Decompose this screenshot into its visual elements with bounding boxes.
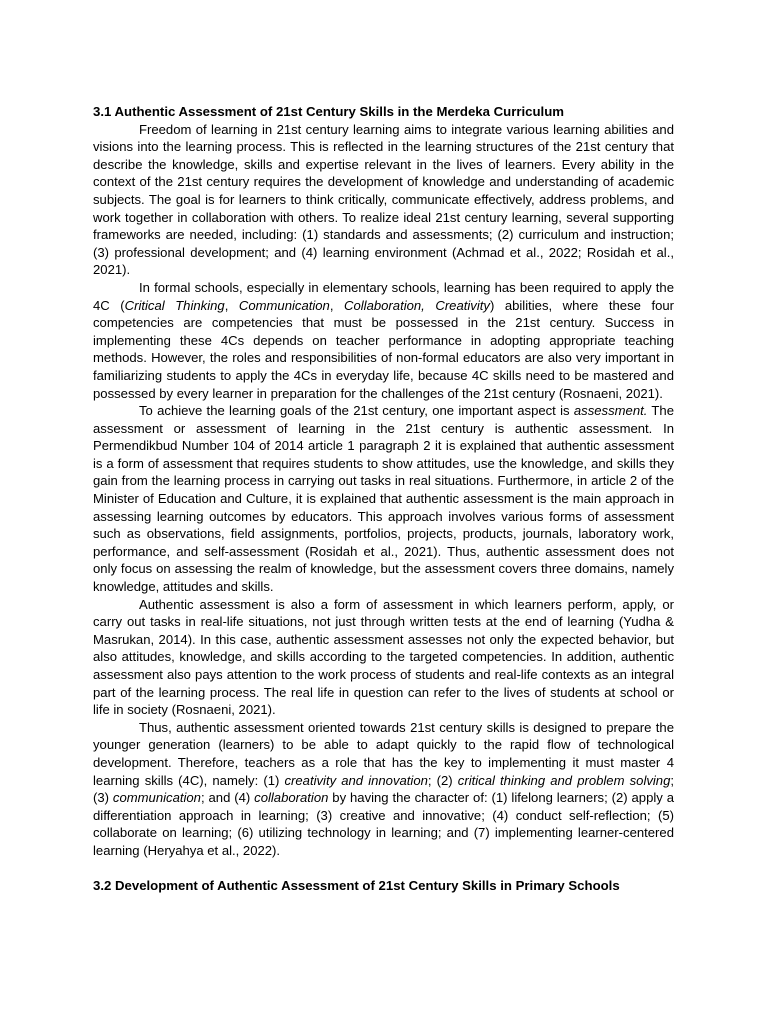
- paragraph-2: In formal schools, especially in elementary schools, learning has been required to apply the 4C (Critical Thinking, Communication, Collaboration, Creativity) abilities, where these four competencies are competencies that must be possessed in the 21st century. Success in implementing these 4Cs depends on teacher performance in adopting appropriate teaching methods. However, the roles and responsibilities of non-formal educators are also very important in familiarizing students to apply the 4Cs in everyday life, because 4C skills need to be mastered and possessed by every learner in preparation for the challenges of the 21st century (Rosnaeni, 2021).: [93, 279, 675, 401]
- paragraph-3: To achieve the learning goals of the 21st century, one important aspect is assessment. The assessment or assessment of learning in the 21st century is authentic assessment. In Permendikbud Number 104 of 2014 article 1 paragraph 2 it is explained that authentic assessment is a form of assessment that requires students to show attitudes, use the knowledge, and skills they gain from the learning process in carrying out tasks in real situations. Furthermore, in article 2 of the Minister of Education and Culture, it is explained that authentic assessment is the main approach in assessing learning outcomes by educators. This approach involves various forms of assessment such as observations, field assignments, portfolios, projects, products, journals, laboratory work, performance, and self-assessment (Rosidah et al., 2021). Thus, authentic assessment does not only focus on assessing the realm of knowledge, but the assessment covers three domains, namely knowledge, attitudes and skills.: [93, 403, 674, 595]
- paragraph-4: Authentic assessment is also a form of assessment in which learners perform, apply, or carry out tasks in real-life situations, not just through written tests at the end of learning (Yudha & Masrukan, 2014). In this case, authentic assessment assesses not only the expected behavior, but also attitudes, knowledge, and skills according to the targeted competencies. In addition, authentic assessment also pays attention to the work process of students and real-life contexts as an integral part of the learning process. The real life in question can refer to the lives of students at school or life in society (Rosnaeni, 2021).: [93, 596, 674, 718]
- paragraph-5: Thus, authentic assessment oriented towards 21st century skills is designed to prepare the younger generation (learners) to be able to adapt quickly to the rapid flow of technological development. Therefore, teachers as a role that has the key to implementing it must master 4 learning skills (4C), namely: (1) creativity and innovation; (2) critical thinking and problem solving; (3) communication; and (4) collaboration by having the character of: (1) lifelong learners; (2) apply a differentiation approach in learning; (3) creative and innovative; (4) conduct self-reflection; (5) collaborate on learning; (6) utilizing technology in learning; and (7) implementing learner-centered learning (Heryahya et al., 2022).: [93, 719, 675, 858]
- section-gap: [93, 860, 674, 878]
- section-heading-3-1: 3.1 Authentic Assessment of 21st Century Skills in the Merdeka Curriculum: [93, 104, 564, 119]
- section-heading-3-2: 3.2 Development of Authentic Assessment of 21st Century Skills in Primary Schools: [93, 878, 620, 894]
- page-content: [93, 103, 674, 895]
- paragraph-1: Freedom of learning in 21st century learning aims to integrate various learning abilities and visions into the learning process. This is reflected in the learning structures of the 21st century that describe the knowledge, skills and expertise relevant in the lives of learners. Every ability in the context of the 21st century requires the development of knowledge and understanding of academic subjects. The goal is for learners to think critically, communicate effectively, address problems, and work together in collaboration with others. To realize ideal 21st century learning, several supporting frameworks are needed, including: (1) standards and assessments; (2) curriculum and instruction; (3) professional development; and (4) learning environment (Achmad et al., 2022; Rosidah et al., 2021).: [93, 121, 674, 278]
